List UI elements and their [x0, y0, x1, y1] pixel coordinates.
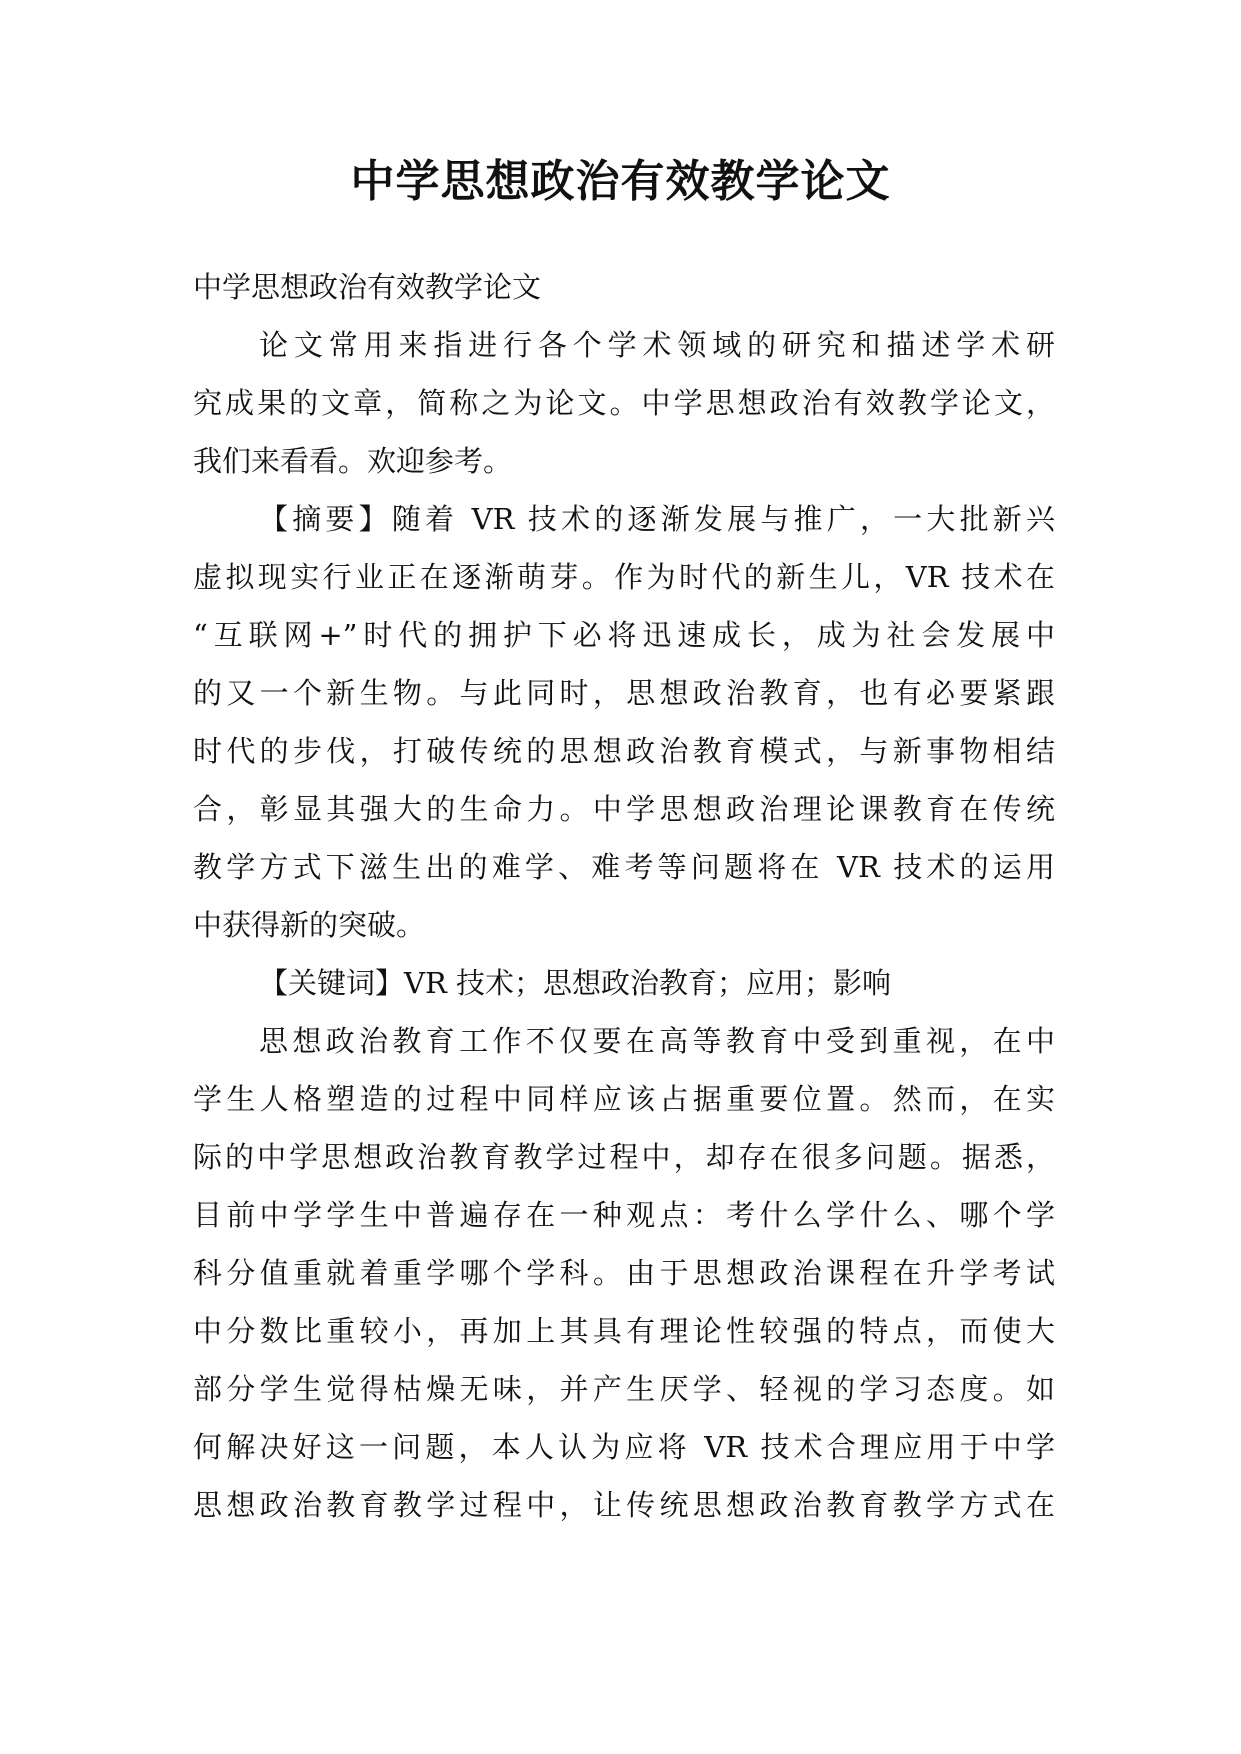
text-line: 【关键词】VR 技术；思想政治教育；应用；影响 [259, 966, 891, 1000]
text-line: 何解决好这一问题，本人认为应将 VR 技术合理应用于中学 [193, 1430, 1055, 1464]
text-line: 中获得新的突破。 [193, 908, 426, 942]
text-line: 科分值重就着重学哪个学科。由于思想政治课程在升学考试 [193, 1256, 1055, 1290]
text-line: 部分学生觉得枯燥无味，并产生厌学、轻视的学习态度。如 [193, 1372, 1055, 1406]
text-line: 目前中学学生中普遍存在一种观点：考什么学什么、哪个学 [193, 1198, 1055, 1232]
text-line: 时代的步伐，打破传统的思想政治教育模式，与新事物相结 [193, 734, 1055, 768]
text-line: “互联网+”时代的拥护下必将迅速成长，成为社会发展中 [193, 618, 1055, 652]
text-line: 思想政治教育工作不仅要在高等教育中受到重视，在中 [259, 1024, 1055, 1058]
text-line: 究成果的文章，简称之为论文。中学思想政治有效教学论文， [193, 386, 1055, 420]
text-line: 际的中学思想政治教育教学过程中，却存在很多问题。据悉， [193, 1140, 1055, 1174]
text-line: 【摘要】随着 VR 技术的逐渐发展与推广，一大批新兴 [259, 502, 1055, 536]
text-line: 中学思想政治有效教学论文 [193, 270, 542, 304]
text-line: 教学方式下滋生出的难学、难考等问题将在 VR 技术的运用 [193, 850, 1055, 884]
text-line: 我们来看看。欢迎参考。 [193, 444, 513, 478]
text-line: 学生人格塑造的过程中同样应该占据重要位置。然而，在实 [193, 1082, 1055, 1116]
text-line: 思想政治教育教学过程中，让传统思想政治教育教学方式在 [193, 1488, 1055, 1522]
text-line: 虚拟现实行业正在逐渐萌芽。作为时代的新生儿，VR 技术在 [193, 560, 1055, 594]
text-line: 论文常用来指进行各个学术领域的研究和描述学术研 [259, 328, 1055, 362]
document-body [193, 258, 1055, 1534]
document-title: 中学思想政治有效教学论文 [350, 156, 891, 207]
text-line: 合，彰显其强大的生命力。中学思想政治理论课教育在传统 [193, 792, 1055, 826]
text-line: 的又一个新生物。与此同时，思想政治教育，也有必要紧跟 [193, 676, 1055, 710]
text-line: 中分数比重较小，再加上其具有理论性较强的特点，而使大 [193, 1314, 1055, 1348]
